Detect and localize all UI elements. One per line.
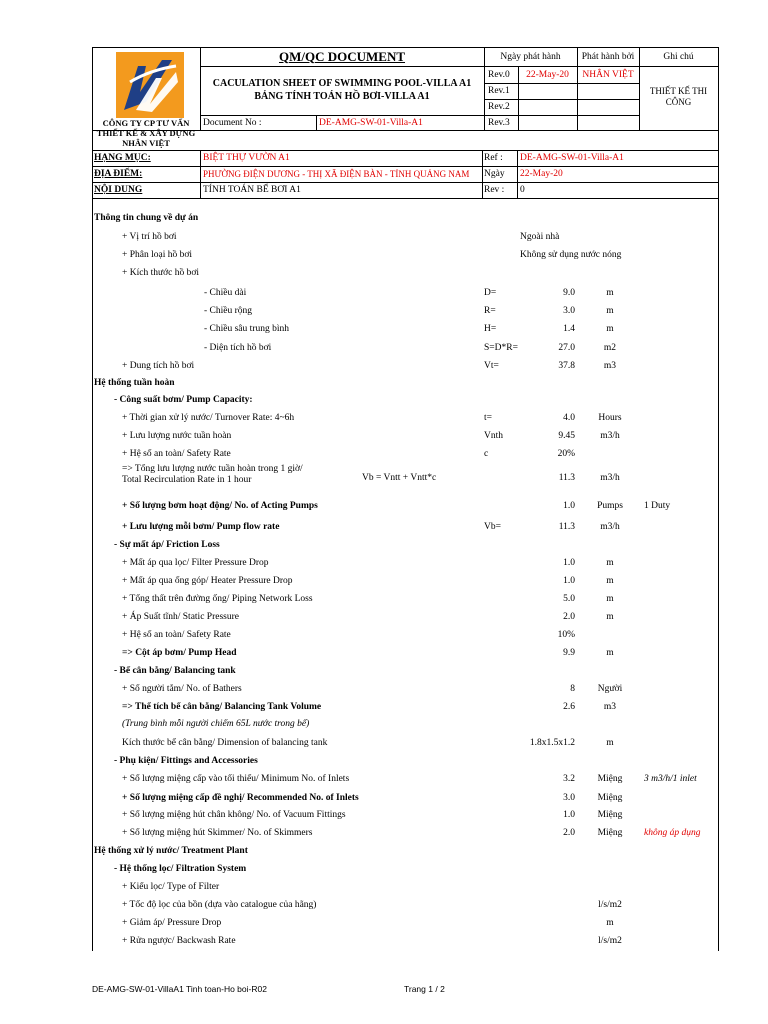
row-unit: m3/h (600, 431, 620, 441)
date-label: Ngày (484, 169, 505, 179)
row-label: Kích thước bể cân bằng/ Dimension of balancing tank (122, 738, 328, 748)
row-label: - Chiều rộng (204, 306, 253, 316)
row-unit: Miệng (597, 810, 623, 820)
row-text: Không sử dụng nước nóng (520, 250, 622, 260)
row-unit: m (606, 576, 614, 586)
row-value: 1.0 (563, 501, 575, 511)
row-label: - Bể cân bằng/ Balancing tank (114, 666, 236, 676)
row-label: Hệ thống xử lý nước/ Treatment Plant (94, 846, 248, 856)
row-symbol: H= (484, 324, 497, 334)
row-label: - Diện tích hồ bơi (204, 343, 272, 353)
row-label: Hệ thống tuần hoàn (94, 378, 175, 388)
logo-mark-icon (116, 52, 184, 118)
row-unit: m (606, 324, 614, 334)
total-recirc-unit: m3/h (600, 473, 620, 483)
row-label: + Lưu lượng nước tuần hoàn (122, 431, 232, 441)
row-value: 8 (570, 684, 575, 694)
row-symbol: R= (484, 306, 496, 316)
row-unit: m (606, 612, 614, 622)
row-label: (Trung bình mỗi người chiếm 65L nước trong bể) (122, 719, 310, 729)
date-value: 22-May-20 (520, 169, 563, 179)
row-label: + Kích thước hồ bơi (122, 268, 200, 278)
ref-value: DE-AMG-SW-01-Villa-A1 (520, 153, 624, 163)
content-value: TÍNH TOÁN BỂ BƠI A1 (203, 185, 301, 195)
row-label: - Hệ thống lọc/ Filtration System (114, 864, 247, 874)
row-symbol: Vb= (484, 522, 501, 532)
row-unit: m (606, 738, 614, 748)
row-label: Thông tin chung về dự án (94, 213, 199, 223)
row-label: + Thời gian xử lý nước/ Turnover Rate: 4~6h (122, 413, 295, 423)
item-value: BIỆT THỰ VƯỜN A1 (203, 153, 290, 163)
row-label: - Chiều sâu trung bình (204, 324, 289, 334)
row-unit: m2 (603, 343, 617, 353)
location-label: ĐỊA ĐIỂM: (94, 169, 143, 179)
row-label: + Hệ số an toàn/ Safety Rate (122, 630, 231, 640)
row-value: 11.3 (558, 522, 575, 532)
row-unit: m (606, 558, 614, 568)
col-note: Ghi chú (663, 51, 694, 62)
row-value: 1.0 (563, 576, 575, 586)
row-label: + Số lượng miệng cấp vào tối thiểu/ Minimum No. of Inlets (122, 774, 350, 784)
row-value: 3.0 (563, 793, 575, 803)
row-label: + Số lượng miệng hút chân không/ No. of Vacuum Fittings (122, 810, 346, 820)
row-unit: Pumps (597, 501, 623, 511)
row-label: + Giảm áp/ Pressure Drop (122, 918, 222, 928)
col-issued-by: Phát hành bởi (581, 51, 635, 62)
row-unit: m (606, 306, 614, 316)
rev-0-date: 22-May-20 (526, 69, 569, 80)
row-value: 20% (557, 449, 575, 459)
row-note: 1 Duty (644, 501, 671, 511)
footer-file-name: DE-AMG-SW-01-VillaA1 Tinh toan-Ho boi-R02 (92, 984, 267, 994)
note-value: THIẾT KẾ THI CÔNG (649, 86, 708, 107)
row-symbol: c (484, 449, 489, 459)
rev-3-label: Rev.3 (488, 117, 510, 128)
row-unit: m3/h (600, 522, 620, 532)
row-label: => Thể tích bể cân bằng/ Balancing Tank Volume (122, 702, 322, 712)
footer-page: Trang 1 / 2 (404, 984, 445, 994)
row-value: 4.0 (563, 413, 575, 423)
row-unit: Miệng (597, 793, 623, 803)
row-text: Ngoài nhà (520, 232, 560, 242)
row-label: + Kiểu lọc/ Type of Filter (122, 882, 220, 892)
row-label: => Cột áp bơm/ Pump Head (122, 648, 237, 658)
row-unit: m3 (603, 361, 617, 371)
total-recirc-formula: Vb = Vntt + Vntt*c (362, 473, 437, 483)
row-label: - Phụ kiện/ Fittings and Accessories (114, 756, 258, 766)
row-value: 2.0 (563, 828, 575, 838)
document-no-value: DE-AMG-SW-01-Villa-A1 (319, 117, 423, 128)
row-unit: m (606, 288, 614, 298)
row-label: + Số lượng miệng hút Skimmer/ No. of Skimmers (122, 828, 313, 838)
row-unit: l/s/m2 (598, 900, 622, 910)
row-value: 9.9 (563, 648, 575, 658)
row-symbol: Vnth (484, 431, 503, 441)
row-label: + Hệ số an toàn/ Safety Rate (122, 449, 231, 459)
total-recirc-label: => Tổng lưu lượng nước tuần hoàn trong 1 giờ/ Total Recirculation Rate in 1 hour (122, 464, 303, 485)
row-label: + Mất áp qua lọc/ Filter Pressure Drop (122, 558, 269, 568)
row-unit: l/s/m2 (598, 936, 622, 946)
col-issue-date: Ngày phát hành (500, 51, 561, 62)
rev-2-label: Rev.2 (488, 102, 510, 112)
row-label: + Tổng thất trên đường ống/ Piping Network Loss (122, 594, 313, 604)
row-label: + Số lượng miệng cấp đề nghị/ Recommended No. of Inlets (122, 793, 359, 803)
row-label: + Vị trí hồ bơi (122, 232, 177, 242)
row-value: 10% (557, 630, 575, 640)
content-label: NỘI DUNG (94, 185, 143, 195)
row-label: - Công suất bơm/ Pump Capacity: (114, 395, 253, 405)
row-value: 3.2 (563, 774, 575, 784)
row-label: + Áp Suất tĩnh/ Static Pressure (122, 612, 239, 622)
row-value: 1.0 (563, 558, 575, 568)
item-label: HẠNG MỤC: (94, 153, 151, 163)
row-unit: m (606, 918, 614, 928)
row-label: + Mất áp qua ống góp/ Heater Pressure Drop (122, 576, 293, 586)
row-value: 1.8x1.5x1.2 (529, 738, 575, 748)
row-label: - Chiều dài (204, 288, 247, 298)
row-unit: Người (597, 684, 623, 694)
row-unit: m (606, 648, 614, 658)
sheet-title: CACULATION SHEET OF SWIMMING POOL-VILLA A1 BẢNG TÍNH TOÁN HỒ BƠI-VILLA A1 (212, 78, 472, 102)
row-value: 1.0 (563, 810, 575, 820)
row-label: + Rửa ngược/ Backwash Rate (122, 936, 236, 946)
row-value: 9.0 (563, 288, 575, 298)
rev-0-by: NHÂN VIỆT (582, 69, 634, 80)
row-symbol: t= (484, 413, 492, 423)
row-unit: Hours (598, 413, 622, 423)
rev-label: Rev : (484, 185, 505, 195)
row-note: không áp dụng (644, 828, 701, 838)
company-logo (116, 52, 184, 118)
row-label: + Tốc độ lọc của bồn (dựa vào catalogue của hãng) (122, 900, 317, 910)
row-value: 27.0 (558, 343, 575, 353)
row-label: + Lưu lượng mỗi bơm/ Pump flow rate (122, 522, 280, 532)
rev-value: 0 (520, 185, 525, 195)
doc-title: QM/QC DOCUMENT (278, 48, 406, 64)
location-value: PHƯỜNG ĐIỆN DƯƠNG - THỊ XÃ ĐIỆN BÀN - TỈNH QUẢNG NAM (203, 169, 470, 179)
row-label: - Sự mất áp/ Friction Loss (114, 540, 220, 550)
row-symbol: D= (484, 288, 497, 298)
row-value: 37.8 (558, 361, 575, 371)
row-unit: Miệng (597, 774, 623, 784)
row-unit: m (606, 594, 614, 604)
rev-0-label: Rev.0 (488, 69, 510, 80)
row-value: 3.0 (563, 306, 575, 316)
row-unit: Miệng (597, 828, 623, 838)
row-value: 5.0 (563, 594, 575, 604)
row-value: 9.45 (558, 431, 575, 441)
total-recirc-value: 11.3 (558, 473, 575, 483)
ref-label: Ref : (484, 153, 503, 163)
row-note: 3 m3/h/1 inlet (644, 774, 697, 784)
row-label: + Phân loại hồ bơi (122, 250, 193, 260)
row-value: 2.0 (563, 612, 575, 622)
row-value: 1.4 (563, 324, 575, 334)
row-label: + Số lượng bơm hoạt động/ No. of Acting Pumps (122, 501, 318, 511)
row-value: 2.6 (563, 702, 575, 712)
row-label: + Dung tích hồ bơi (122, 361, 195, 371)
rev-1-label: Rev.1 (488, 86, 510, 96)
row-unit: m3 (603, 702, 617, 712)
row-symbol: S=D*R= (484, 343, 518, 353)
document-no-label: Document No : (203, 117, 262, 128)
row-symbol: Vt= (484, 361, 499, 371)
company-name: CÔNG TY CP TƯ VẤN THIẾT KẾ & XÂY DỰNG NHÂN VIỆT (96, 118, 196, 148)
row-label: + Số người tắm/ No. of Bathers (122, 684, 242, 694)
